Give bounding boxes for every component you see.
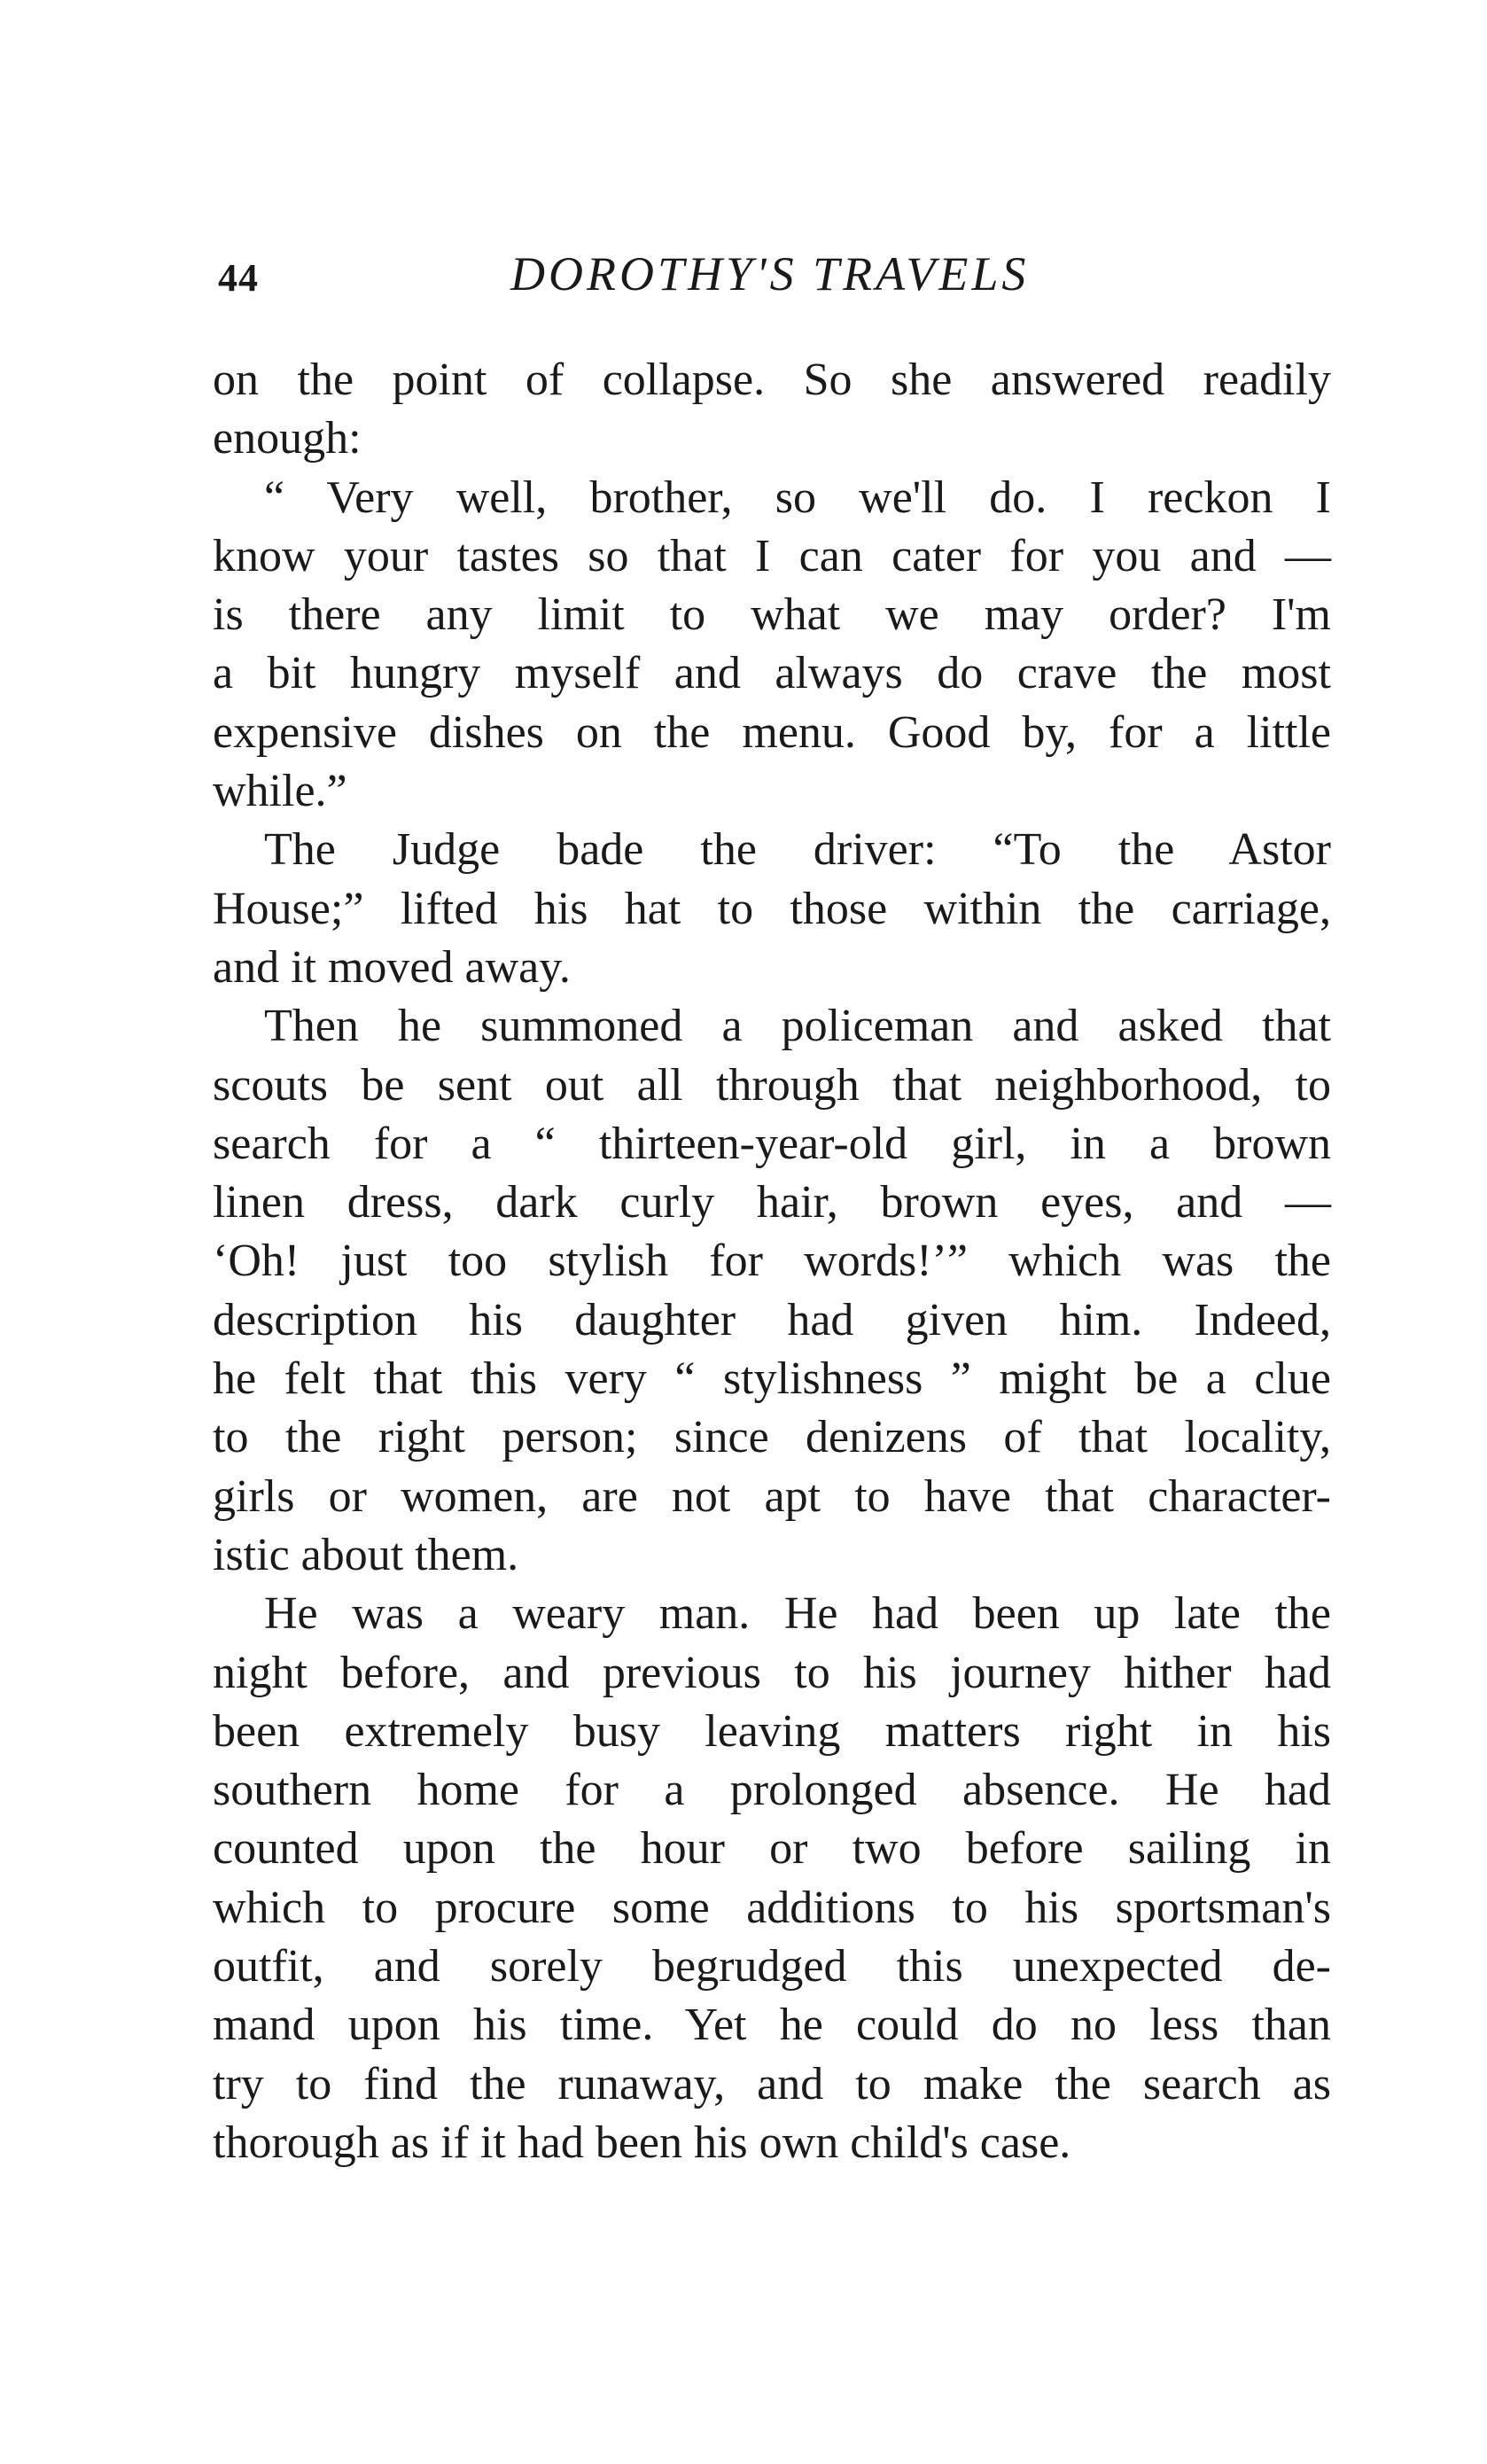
text-line: search for a “ thirteen-year-old girl, in a brown xyxy=(213,1118,1331,1169)
text-line: istic about them. xyxy=(213,1529,519,1580)
text-line: to the right person; since denizens of that locality, xyxy=(213,1412,1331,1463)
text-line: and it moved away. xyxy=(213,941,571,993)
text-line: outfit, and sorely begrudged this unexpected de- xyxy=(213,1941,1331,1992)
paragraph xyxy=(213,351,1331,469)
text-line: description his daughter had given him. Indeed, xyxy=(213,1294,1331,1345)
text-line: know your tastes so that I can cater for you and — xyxy=(213,530,1331,581)
text-line: while.” xyxy=(213,766,347,817)
text-line: He was a weary man. He had been up late the xyxy=(264,1588,1331,1640)
text-line: he felt that this very “ stylishness ” might be a clue xyxy=(213,1353,1331,1405)
text-line: a bit hungry myself and always do crave the most xyxy=(213,648,1331,699)
text-line: expensive dishes on the menu. Good by, for a little xyxy=(213,706,1331,758)
text-line: been extremely busy leaving matters right in his xyxy=(213,1705,1331,1757)
text-line: linen dress, dark curly hair, brown eyes, and — xyxy=(213,1177,1331,1228)
text-line: counted upon the hour or two before sailing in xyxy=(213,1823,1331,1875)
page-body xyxy=(213,351,1331,2172)
paragraph xyxy=(213,469,1331,822)
text-line: try to find the runaway, and to make the search as xyxy=(213,2058,1331,2109)
text-line: enough: xyxy=(213,413,362,464)
text-line: night before, and previous to his journey hither had xyxy=(213,1647,1331,1698)
text-line: House;” lifted his hat to those within the carriage, xyxy=(213,883,1331,934)
text-line: thorough as if it had been his own child's case. xyxy=(213,2117,1071,2168)
text-line: which to procure some additions to his sportsman's xyxy=(213,1882,1331,1933)
page-header xyxy=(218,246,1327,308)
text-line: The Judge bade the driver: “To the Astor xyxy=(264,824,1331,876)
paragraph xyxy=(213,1585,1331,2172)
running-head: DOROTHY'S TRAVELS xyxy=(510,247,1030,300)
text-line: mand upon his time. Yet he could do no less than xyxy=(213,2000,1331,2051)
text-line: Then he summoned a policeman and asked that xyxy=(264,1001,1331,1052)
text-line: southern home for a prolonged absence. He had xyxy=(213,1765,1331,1816)
paragraph xyxy=(213,821,1331,997)
text-line: “ Very well, brother, so we'll do. I reckon I xyxy=(264,472,1331,523)
text-line: on the point of collapse. So she answered readily xyxy=(213,355,1331,405)
text-line: is there any limit to what we may order? I'm xyxy=(213,589,1331,641)
text-line: ‘Oh! just too stylish for words!’” which was the xyxy=(213,1236,1331,1287)
text-line: girls or women, are not apt to have that character- xyxy=(213,1470,1331,1522)
text-line: scouts be sent out all through that neighborhood, to xyxy=(213,1059,1331,1111)
page-number: 44 xyxy=(218,256,259,300)
paragraph xyxy=(213,997,1331,1585)
